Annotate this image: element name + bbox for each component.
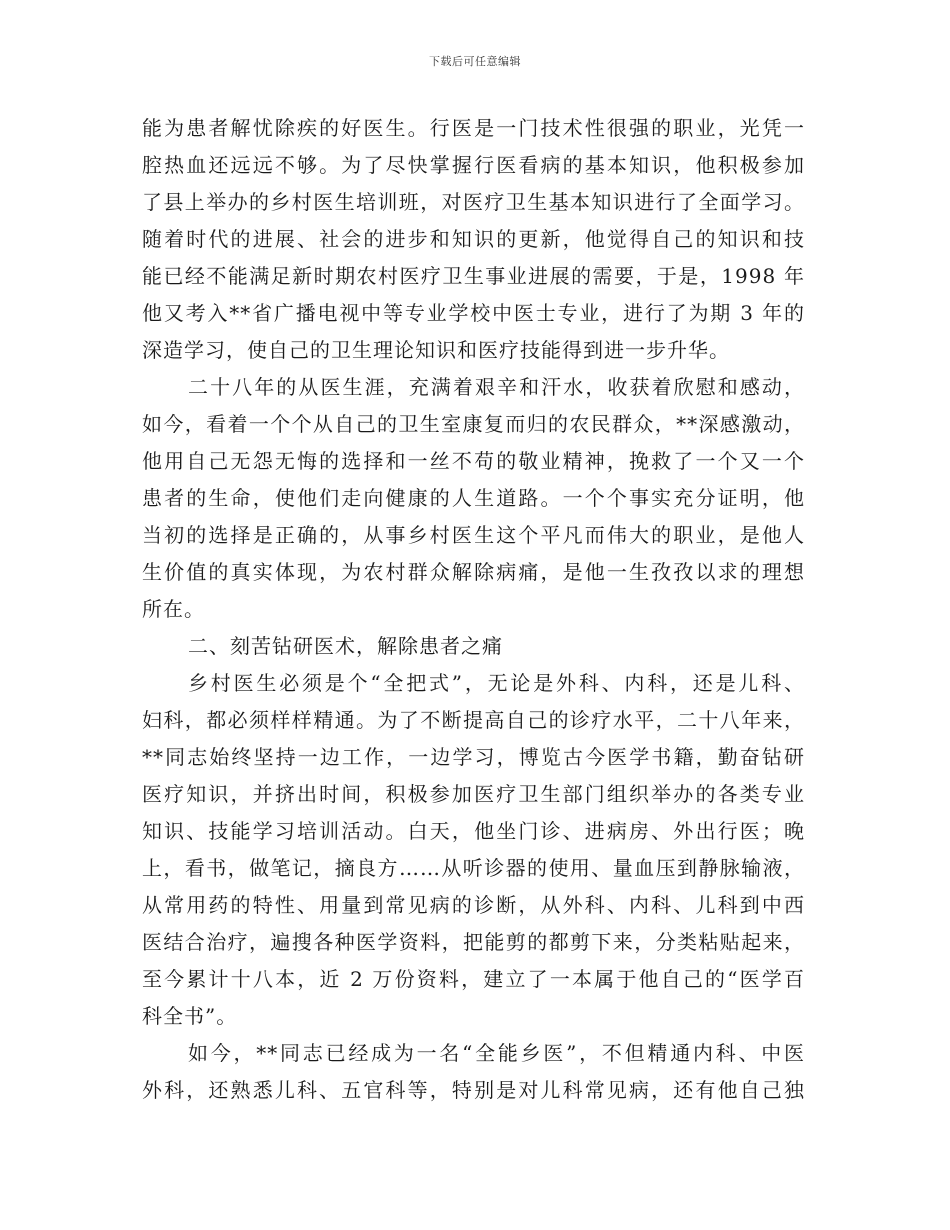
text-line: 他又考入**省广播电视中等专业学校中医士专业，进行了为期 3 年的 xyxy=(142,301,805,325)
text-line: 二十八年的从医生涯，充满着艰辛和汗水，收获着欣慰和感动， xyxy=(188,375,805,399)
text-line: 乡村医生必须是个“全把式”，无论是外科、内科，还是儿科、 xyxy=(188,671,805,695)
text-line: 妇科，都必须样样精通。为了不断提高自己的诊疗水平，二十八年来， xyxy=(142,708,805,732)
paragraph xyxy=(142,628,805,665)
text-line: 知识、技能学习培训活动。白天，他坐门诊、进病房、外出行医；晚 xyxy=(142,819,805,843)
paragraph xyxy=(142,110,805,369)
text-line: 深造学习，使自己的卫生理论知识和医疗技能得到进一步升华。 xyxy=(142,338,730,362)
paragraph xyxy=(142,665,805,1035)
text-line: 二、刻苦钻研医术，解除患者之痛 xyxy=(188,634,503,658)
text-line: 如今，看着一个个从自己的卫生室康复而归的农民群众，**深感激动， xyxy=(142,412,805,436)
page-header-note: 下载后可任意编辑 xyxy=(429,55,521,68)
text-line: 科全书”。 xyxy=(142,1004,238,1028)
text-line: 从常用药的特性、用量到常见病的诊断，从外科、内科、儿科到中西 xyxy=(142,893,805,917)
text-line: 随着时代的进展、社会的进步和知识的更新，他觉得自己的知识和技 xyxy=(142,227,805,251)
text-line: **同志始终坚持一边工作，一边学习，博览古今医学书籍，勤奋钻研 xyxy=(142,745,805,769)
text-line: 生价值的真实体现，为农村群众解除病痛，是他一生孜孜以求的理想 xyxy=(142,560,805,584)
text-line: 当初的选择是正确的，从事乡村医生这个平凡而伟大的职业，是他人 xyxy=(142,523,805,547)
text-line: 医结合治疗，遍搜各种医学资料，把能剪的都剪下来，分类粘贴起来， xyxy=(142,930,805,954)
text-line: 如今，**同志已经成为一名“全能乡医”，不但精通内科、中医 xyxy=(188,1041,805,1065)
paragraph xyxy=(142,369,805,628)
text-line: 患者的生命，使他们走向健康的人生道路。一个个事实充分证明，他 xyxy=(142,486,805,510)
text-line: 医疗知识，并挤出时间，积极参加医疗卫生部门组织举办的各类专业 xyxy=(142,782,805,806)
text-line: 上，看书，做笔记，摘良方……从听诊器的使用、量血压到静脉输液， xyxy=(142,856,805,880)
paragraph xyxy=(142,1035,805,1109)
text-line: 所在。 xyxy=(142,597,205,621)
text-line: 腔热血还远远不够。为了尽快掌握行医看病的基本知识，他积极参加 xyxy=(142,153,805,177)
text-line: 能为患者解忧除疾的好医生。行医是一门技术性很强的职业，光凭一 xyxy=(142,116,805,140)
text-line: 至今累计十八本，近 2 万份资料，建立了一本属于他自己的“医学百 xyxy=(142,967,805,991)
text-line: 他用自己无怨无悔的选择和一丝不苟的敬业精神，挽救了一个又一个 xyxy=(142,449,805,473)
text-line: 外科，还熟悉儿科、五官科等，特别是对儿科常见病，还有他自己独 xyxy=(142,1078,805,1102)
text-line: 能已经不能满足新时期农村医疗卫生事业进展的需要，于是，1998 年 xyxy=(142,264,805,288)
document-body xyxy=(142,110,805,1109)
text-line: 了县上举办的乡村医生培训班，对医疗卫生基本知识进行了全面学习。 xyxy=(142,190,805,214)
